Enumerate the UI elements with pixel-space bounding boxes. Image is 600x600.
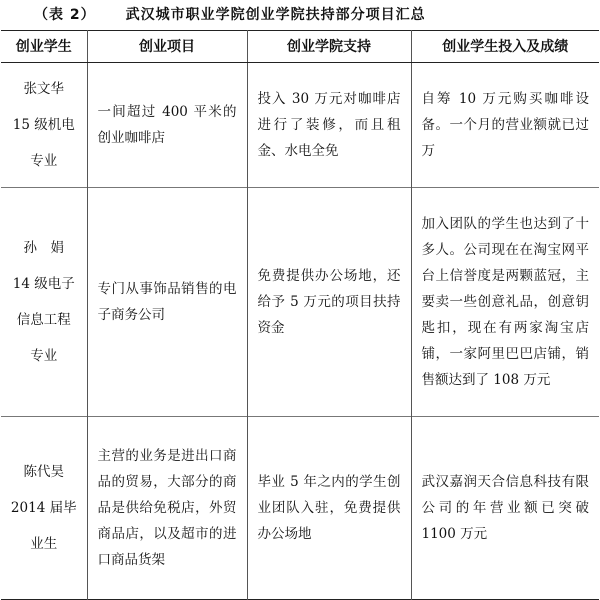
- support-cell: 毕业 5 年之内的学生创业团队入驻，免费提供办公场地: [247, 417, 411, 600]
- header-results: 创业学生投入及成绩: [411, 31, 599, 63]
- header-student: 创业学生: [1, 31, 87, 63]
- header-support: 创业学院支持: [247, 31, 411, 63]
- student-name: 张文华: [23, 81, 64, 97]
- support-cell: 免费提供办公场地，还给予 5 万元的项目扶持资金: [247, 188, 411, 417]
- results-cell: 武汉嘉润天合信息科技有限公司的年营业额已突破 1100 万元: [411, 417, 599, 600]
- student-info-line: 15 级机电: [12, 117, 75, 133]
- results-cell: 加入团队的学生也达到了十多人。公司现在在淘宝网平台上信誉度是两颗蓝冠，主要卖一些创意礼品，创意钥匙扣，现在有两家淘宝店铺，一家阿里巴巴店铺，销售额达到了 108 万元: [411, 188, 599, 417]
- student-info-line: 14 级电子: [12, 276, 75, 292]
- student-cell: [1, 188, 87, 417]
- results-text: 自筹 10 万元购买咖啡设备。一个月的营业额就已过万: [421, 91, 589, 159]
- student-cell: [1, 417, 87, 600]
- student-name: 孙 娟: [23, 240, 64, 256]
- support-cell: 投入 30 万元对咖啡店进行了装修，而且租金、水电全免: [247, 63, 411, 188]
- table-title: 武汉城市职业学院创业学院扶持部分项目汇总: [125, 7, 426, 23]
- student-info-line: 信息工程: [16, 312, 71, 328]
- support-projects-table: [1, 30, 599, 600]
- results-cell: [411, 63, 599, 188]
- table-caption: [0, 0, 600, 30]
- header-project: 创业项目: [87, 31, 247, 63]
- student-info-line: 专业: [30, 348, 58, 364]
- table-row: [1, 188, 599, 417]
- table-row: [1, 63, 599, 188]
- project-cell: 主营的业务是进出口商品的贸易，大部分的商品是供给免税店，外贸商品店，以及超市的进口商品货架: [87, 417, 247, 600]
- table-header-row: [1, 31, 599, 63]
- student-name: 陈代昊: [23, 464, 64, 480]
- student-cell: [1, 63, 87, 188]
- table-row: [1, 417, 599, 600]
- table-number: （表 2）: [34, 7, 96, 23]
- project-cell: 专门从事饰品销售的电子商务公司: [87, 188, 247, 417]
- student-info-line: 专业: [30, 153, 58, 169]
- student-info-line: 2014 届毕: [10, 500, 77, 516]
- student-info-line: 业生: [30, 536, 58, 552]
- project-cell: 一间超过 400 平米的创业咖啡店: [87, 63, 247, 188]
